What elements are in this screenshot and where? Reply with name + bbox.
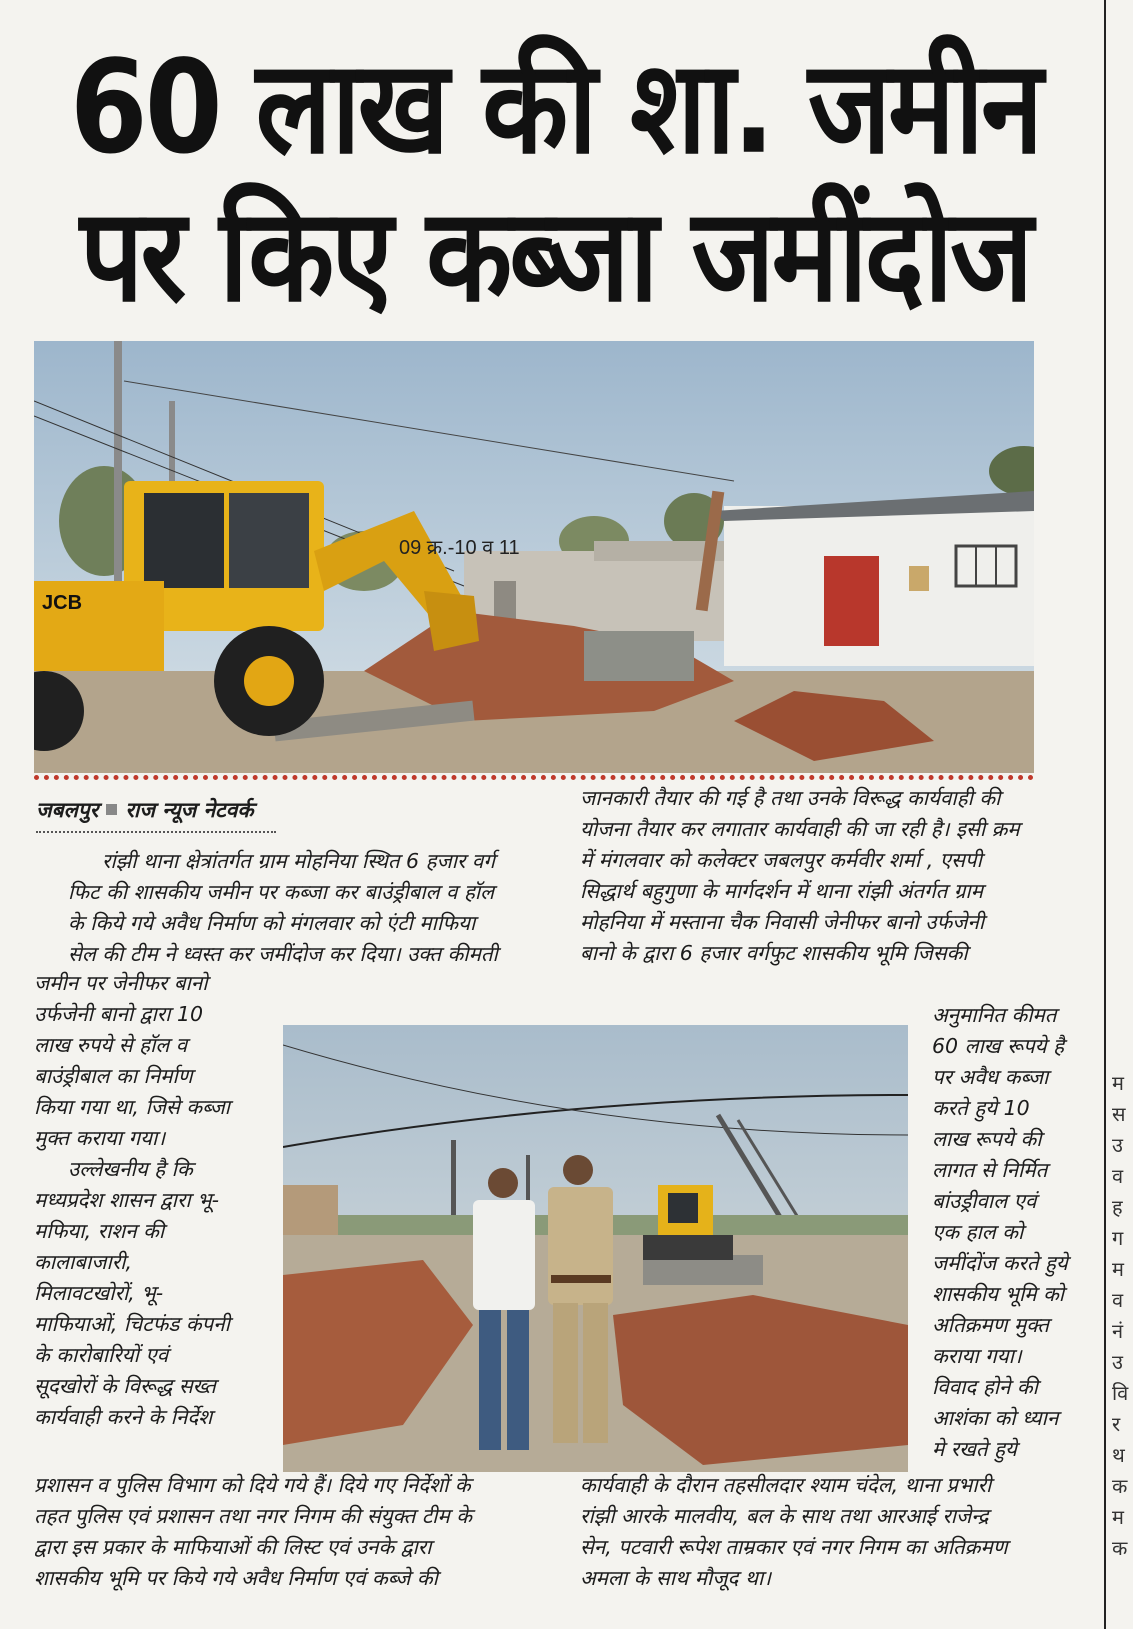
col1-narrow-line: मुक्त कराया गया। xyxy=(34,1126,166,1150)
edge-strip-line: ह xyxy=(1112,1195,1123,1219)
col1-narrow-line: सूदखोरों के विरूद्ध सख्त xyxy=(34,1374,216,1398)
edge-strip-line: वि xyxy=(1112,1381,1129,1405)
demolition-photo xyxy=(34,341,1034,773)
col1-bottom-line: प्रशासन व पुलिस विभाग को दिये गये हैं। दिये गए निर्देशों के xyxy=(34,1473,471,1497)
col1-narrow-line: उर्फजेनी बानो द्वारा 10 xyxy=(34,1002,204,1026)
col2-narrow-line: जमींदोंज करते हुये xyxy=(932,1251,1068,1275)
col1-narrow-line: के कारोबारियों एवं xyxy=(34,1343,169,1367)
jcb-logo-text: JCB xyxy=(42,592,83,614)
col2-top-line: योजना तैयार कर लगातार कार्यवाही की जा रही है। इसी क्रम xyxy=(580,817,1020,841)
col1-bottom-line: शासकीय भूमि पर किये गये अवैध निर्माण एवं कब्जे की xyxy=(34,1566,438,1590)
column-2-wrap-text xyxy=(932,1000,1102,1465)
red-dotted-separator xyxy=(34,775,1034,780)
officials-photo xyxy=(283,1025,908,1472)
col2-narrow-line: लाख रूपये की xyxy=(932,1127,1042,1151)
edge-strip-line: उ xyxy=(1112,1133,1123,1157)
col2-narrow-line: आशंका को ध्यान xyxy=(932,1406,1059,1430)
edge-strip-line: म xyxy=(1112,1071,1124,1095)
col2-top-line: सिद्धार्थ बहुगुणा के मार्गदर्शन में थाना रांझी अंतर्गत ग्राम xyxy=(580,879,983,903)
col2-bottom-line: सेन, पटवारी रूपेश ताम्रकार एवं नगर निगम का अतिक्रमण xyxy=(580,1535,1008,1559)
col1-top-line: फिट की शासकीय जमीन पर कब्जा कर बाउंड्रीबाल व हॉल xyxy=(68,880,495,904)
dateline-underline xyxy=(36,831,276,833)
col2-top-line: में मंगलवार को कलेक्टर जबलपुर कर्मवीर शर्मा , एसपी xyxy=(580,848,982,872)
column-2-intro xyxy=(580,783,1090,969)
col1-top-line: सेल की टीम ने ध्वस्त कर जमींदोज कर दिया। उक्त कीमती xyxy=(68,942,498,966)
col2-narrow-line: एक हाल को xyxy=(932,1220,1024,1244)
column-1-intro xyxy=(34,846,554,970)
edge-strip-line: उ xyxy=(1112,1350,1123,1374)
adjacent-column-edge xyxy=(1112,1068,1133,1564)
edge-strip-line: ग xyxy=(1112,1226,1124,1250)
col2-bottom-line: रांझी आरके मालवीय, बल के साथ तथा आरआई राजेन्द्र xyxy=(580,1504,989,1528)
edge-strip-line: म xyxy=(1112,1505,1124,1529)
col1-bottom-line: द्वारा इस प्रकार के माफियाओं की लिस्ट एवं उनके द्वारा xyxy=(34,1535,432,1559)
col1-narrow-line: मिलावटखोरों, भू- xyxy=(34,1281,164,1305)
col2-bottom-line: कार्यवाही के दौरान तहसीलदार श्याम चंदेल, थाना प्रभारी xyxy=(580,1473,992,1497)
edge-strip-line: व xyxy=(1112,1164,1124,1188)
photo-overlay-text: 09 क्र.-10 व 11 xyxy=(399,537,520,559)
col2-narrow-line: कराया गया। xyxy=(932,1344,1022,1368)
edge-strip-line: र xyxy=(1112,1412,1121,1436)
col2-narrow-line: पर अवैध कब्जा xyxy=(932,1065,1049,1089)
col1-narrow-line: उल्लेखनीय है कि xyxy=(68,1157,193,1181)
col1-bottom-line: तहत पुलिस एवं प्रशासन तथा नगर निगम की संयुक्त टीम के xyxy=(34,1504,473,1528)
col1-narrow-line: जमीन पर जेनीफर बानो xyxy=(34,971,208,995)
col1-narrow-line: माफियाओं, चिटफंड कंपनी xyxy=(34,1312,230,1336)
col1-top-line: के किये गये अवैध निर्माण को मंगलवार को एंटी माफिया xyxy=(68,911,476,935)
col2-narrow-line: अनुमानित कीमत xyxy=(932,1003,1057,1027)
col1-narrow-line: मध्यप्रदेश शासन द्वारा भू- xyxy=(34,1188,219,1212)
edge-strip-line: म xyxy=(1112,1257,1124,1281)
col2-narrow-line: बांउड्रीवाल एवं xyxy=(932,1189,1037,1213)
dateline-place: जबलपुर xyxy=(36,798,99,822)
edge-strip-line: स xyxy=(1112,1102,1126,1126)
headline-line-2: पर किए कब्जा जमींदोज xyxy=(79,181,1031,331)
col2-narrow-line: विवाद होने की xyxy=(932,1375,1038,1399)
dateline-source: राज न्यूज नेटवर्क xyxy=(125,798,254,822)
column-1-closing xyxy=(34,1470,554,1594)
col1-narrow-line: लाख रुपये से हॉल व xyxy=(34,1033,188,1057)
column-1-wrap-text xyxy=(34,968,274,1433)
col2-narrow-line: मे रखते हुये xyxy=(932,1437,1017,1461)
col2-top-line: मोहनिया में मस्ताना चैक निवासी जेनीफर बानो उर्फजेनी xyxy=(580,910,985,934)
col2-top-line: जानकारी तैयार की गई है तथा उनके विरूद्ध कार्यवाही की xyxy=(580,786,1001,810)
col2-top-line: बानो के द्वारा 6 हजार वर्गफुट शासकीय भूमि जिसकी xyxy=(580,941,968,965)
dateline xyxy=(36,796,254,824)
edge-strip-line: नं xyxy=(1112,1319,1124,1343)
column-2-closing xyxy=(580,1470,1090,1594)
demolition-photo-illustration xyxy=(34,341,1034,773)
col1-narrow-line: किया गया था, जिसे कब्जा xyxy=(34,1095,230,1119)
col1-narrow-line: मफिया, राशन की xyxy=(34,1219,165,1243)
col2-narrow-line: शासकीय भूमि को xyxy=(932,1282,1065,1306)
edge-strip-line: व xyxy=(1112,1288,1124,1312)
col2-bottom-line: अमला के साथ मौजूद था। xyxy=(580,1566,772,1590)
col1-narrow-line: बाउंड्रीबाल का निर्माण xyxy=(34,1064,193,1088)
col2-narrow-line: करते हुये 10 xyxy=(932,1096,1030,1120)
col1-narrow-line: कार्यवाही करने के निर्देश xyxy=(34,1405,213,1429)
headline-line-1: 60 लाख की शा. जमीन xyxy=(69,33,1041,183)
col2-narrow-line: लागत से निर्मित xyxy=(932,1158,1048,1182)
edge-strip-line: क xyxy=(1112,1536,1128,1560)
edge-strip-line: थ xyxy=(1112,1443,1125,1467)
officials-photo-illustration xyxy=(283,1025,908,1472)
dateline-square-icon xyxy=(106,804,117,815)
edge-strip-line: क xyxy=(1112,1474,1128,1498)
col1-top-line: रांझी थाना क्षेत्रांतर्गत ग्राम मोहनिया स्थित 6 हजार वर्ग xyxy=(102,849,495,873)
col1-narrow-line: कालाबाजारी, xyxy=(34,1250,133,1274)
col2-narrow-line: अतिक्रमण मुक्त xyxy=(932,1313,1049,1337)
col2-narrow-line: 60 लाख रूपये है xyxy=(932,1034,1064,1058)
